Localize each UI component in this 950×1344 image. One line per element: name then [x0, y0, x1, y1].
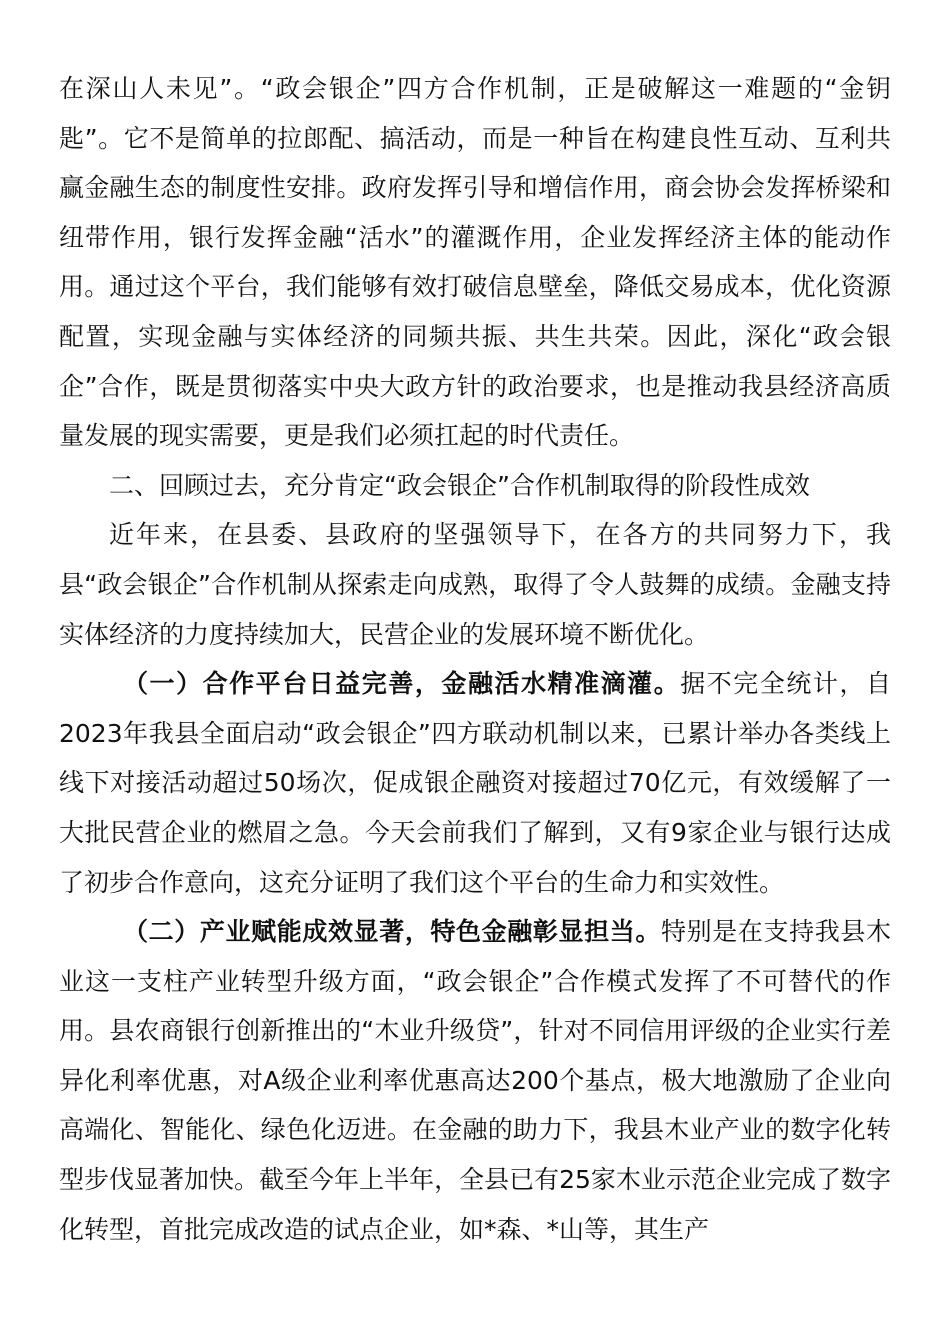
subsection-paragraph-2	[59, 907, 891, 1254]
subsection-heading-1: （一）合作平台日益完善，金融活水精准滴灌。	[123, 669, 681, 699]
document-page	[59, 64, 891, 1254]
subsection-text-1: 据不完全统计，自2023年我县全面启动“政会银企”四方联动机制以来，已累计举办各类线上线下对接活动超过50场次，促成银企融资对接超过70亿元，有效缓解了一大批民营企业的燃眉之急。今天会前我们了解到，又有9家企业与银行达成了初步合作意向，这充分证明了我们这个平台的生命力和实效性。	[59, 669, 891, 897]
paragraph-body: 近年来，在县委、县政府的坚强领导下，在各方的共同努力下，我县“政会银企”合作机制从探索走向成熟，取得了令人鼓舞的成绩。金融支持实体经济的力度持续加大，民营企业的发展环境不断优化。	[59, 520, 891, 649]
section-heading: 二、回顾过去，充分肯定“政会银企”合作机制取得的阶段性成效	[109, 470, 810, 500]
subsection-heading-2: （二）产业赋能成效显著，特色金融彰显担当。	[123, 917, 662, 947]
subsection-text-2: 特别是在支持我县木业这一支柱产业转型升级方面，“政会银企”合作模式发挥了不可替代的作用。县农商银行创新推出的“木业升级贷”，针对不同信用评级的企业实行差异化利率优惠，对A级企业利率优惠高达200个基点，极大地激励了企业向高端化、智能化、绿色化迈进。在金融的助力下，我县木业产业的数字化转型步伐显著加快。截至今年上半年，全县已有25家木业示范企业完成了数字化转型，首批完成改造的试点企业，如*森、*山等，其生产	[59, 917, 891, 1244]
paragraph-continuation: 在深山人未见”。“政会银企”四方合作机制，正是破解这一难题的“金钥匙”。它不是简单的拉郎配、搞活动，而是一种旨在构建良性互动、互利共赢金融生态的制度性安排。政府发挥引导和增信作用，商会协会发挥桥梁和纽带作用，银行发挥金融“活水”的灌溉作用，企业发挥经济主体的能动作用。通过这个平台，我们能够有效打破信息壁垒，降低交易成本，优化资源配置，实现金融与实体经济的同频共振、共生共荣。因此，深化“政会银企”合作，既是贯彻落实中央大政方针的政治要求，也是推动我县经济高质量发展的现实需要，更是我们必须扛起的时代责任。	[59, 74, 891, 451]
subsection-paragraph-1	[59, 659, 891, 907]
